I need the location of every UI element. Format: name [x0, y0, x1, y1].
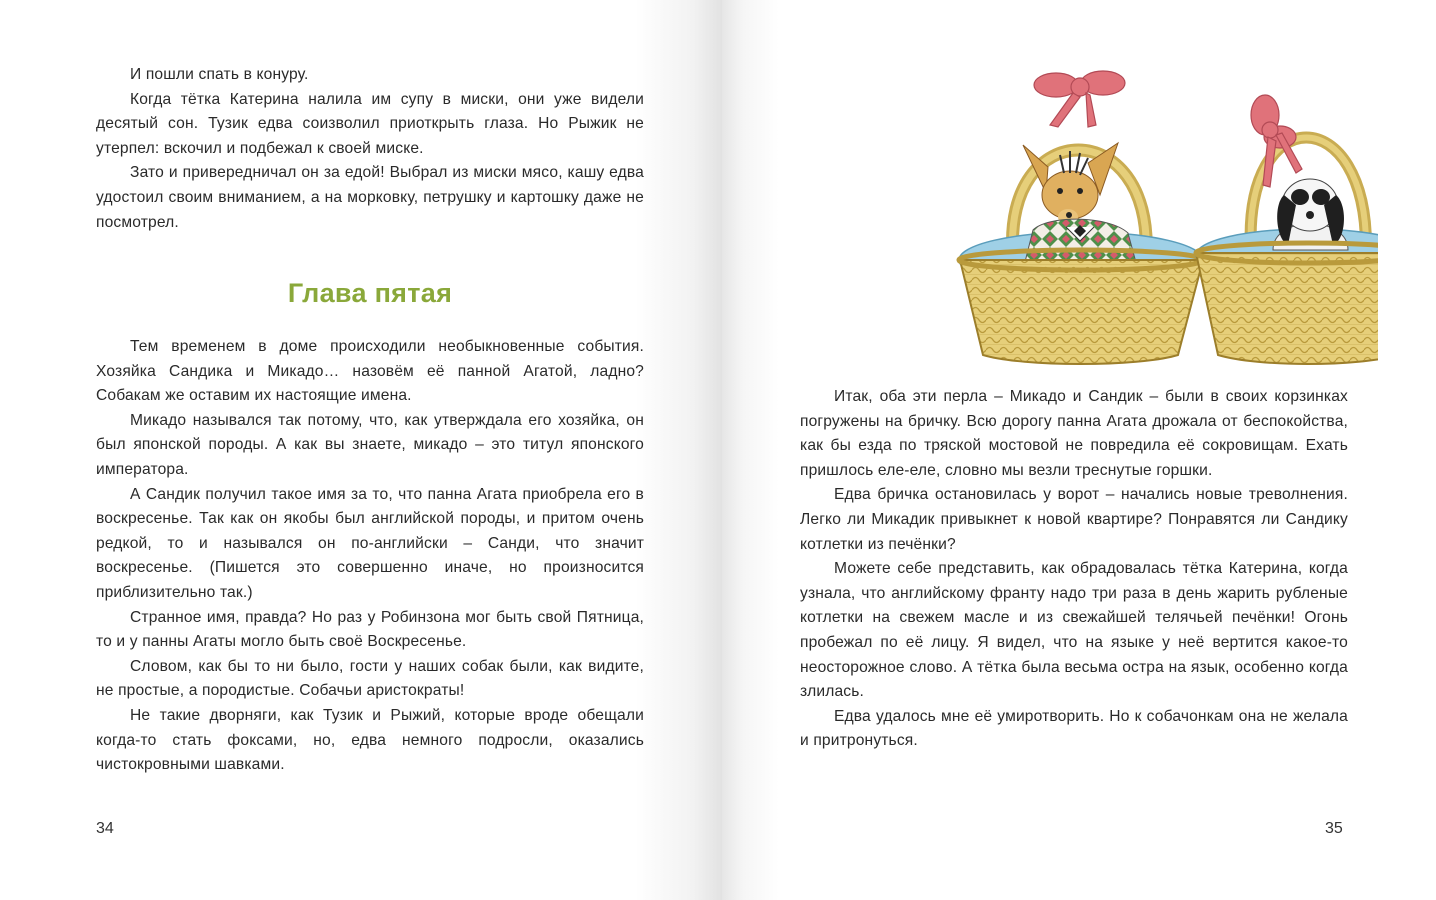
- right-text: [800, 385, 1348, 754]
- left-text-top: [96, 63, 644, 235]
- chihuahua-in-basket-icon: [959, 71, 1203, 364]
- paragraph: Странное имя, правда? Но раз у Робинзона мог быть свой Пятница, то и у панны Агаты могло быть своё Воскресенье.: [96, 608, 644, 651]
- page-number-right: 35: [1325, 820, 1343, 837]
- paragraph: И пошли спать в конуру.: [130, 66, 309, 83]
- paragraph: Словом, как бы то ни было, гости у наших собак были, как видите, не простые, а породистые. Собачьи аристократы!: [96, 657, 644, 700]
- paragraph: Едва удалось мне её умиротворить. Но к собачонкам она не желала и притронуться.: [800, 707, 1348, 750]
- paragraph: Можете себе представить, как обрадовалась тётка Катерина, когда узнала, что английскому франту надо три раза в день жарить рубленые котлетки на свежем масле и из свежайшей телячьей печёнки! Огонь пробежал по её лицу. Я видел, что на языке у неё вертится какое-то неосторожное слово. А тётка была весьма остра на язык, особенно когда злилась.: [800, 560, 1348, 701]
- paragraph: Не такие дворняги, как Тузик и Рыжий, которые вроде обещали когда-то стать фоксами, но, едва немного подросли, оказались чистокровными шавками.: [96, 706, 644, 774]
- dogs-in-baskets-illustration: [818, 55, 1378, 370]
- japanese-chin-in-basket-icon: [1196, 95, 1378, 364]
- paragraph: Микадо назывался так потому, что, как утверждала его хозяйка, он был японской породы. А как вы знаете, микадо – это титул японского императора.: [96, 411, 644, 478]
- right-page: [722, 0, 1436, 900]
- page-number-left: 34: [96, 820, 114, 837]
- left-text-bottom: [96, 335, 644, 778]
- paragraph: А Сандик получил такое имя за то, что панна Агата приобрела его в воскресенье. Так как он якобы был английской породы, и притом очень редкой, то и назывался он по-английски – Санди, что значит воскресенье. (Пишется это совершенно иначе, но произносится приблизительно так.): [96, 485, 644, 601]
- paragraph: Тем временем в доме происходили необыкновенные события. Хозяйка Сандика и Микадо… назовём её панной Агатой, ладно? Собакам же оставим их настоящие имена.: [96, 338, 644, 405]
- paragraph: Итак, оба эти перла – Микадо и Сандик – были в своих корзинках погружены на бричку. Всю дорогу панна Агата дрожала от беспокойства, как бы езда по тряской мостовой не повредила её сокровищам. Ехать пришлось еле-еле, словно мы везли треснутые горшки.: [800, 388, 1348, 479]
- paragraph: Едва бричка остановилась у ворот – начались новые треволнения. Легко ли Микадик привыкнет к новой квартире? Понравятся ли Сандику котлетки из печёнки?: [800, 486, 1348, 553]
- chapter-title: Глава пятая: [287, 278, 453, 308]
- paragraph: Зато и привередничал он за едой! Выбрал из миски мясо, кашу едва удостоил своим вниманием, а на морковку, петрушку и картошку даже не посмотрел.: [96, 164, 644, 231]
- paragraph: Когда тётка Катерина налила им супу в миски, они уже видели десятый сон. Тузик едва соизволил приоткрыть глаза. Но Рыжик не утерпел: вскочил и подбежал к своей миске.: [96, 90, 644, 157]
